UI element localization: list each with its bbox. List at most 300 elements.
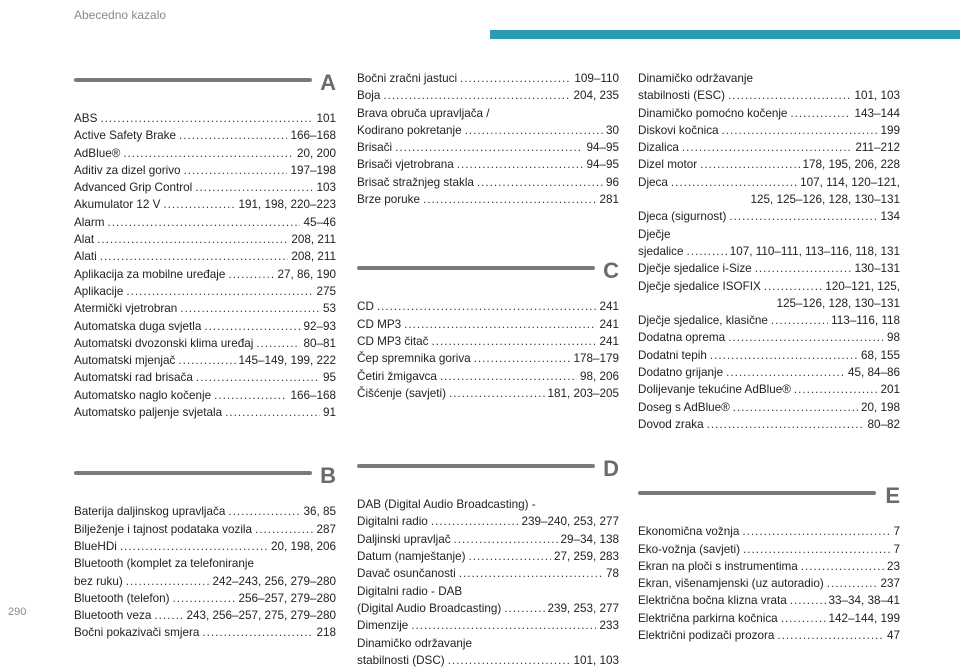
entry-term: Aplikacija za mobilne uređaje — [74, 267, 226, 281]
section-letter: B — [320, 463, 336, 489]
dot-leader — [120, 538, 268, 555]
index-entry — [74, 607, 336, 624]
index-entry — [74, 387, 336, 404]
entry-term: stabilnosti (DSC) — [357, 653, 445, 667]
entry-pages: 218 — [316, 626, 336, 640]
entry-term: Bočni zračni jastuci — [357, 72, 458, 85]
dot-leader — [682, 139, 852, 156]
entry-term: Automatsko paljenje svjetala — [74, 406, 223, 420]
entry-term: Dodatna oprema — [638, 331, 726, 345]
entry-pages: 92–93 — [303, 319, 336, 333]
entry-pages: 241 — [599, 317, 619, 331]
header-title: Abecedno kazalo — [74, 8, 167, 22]
dot-leader — [733, 399, 858, 416]
dot-leader — [126, 573, 210, 590]
dot-leader — [827, 575, 878, 592]
entry-term: Automatski dvozonski klima uređaj — [74, 336, 254, 350]
entry-pages: 78 — [605, 567, 619, 581]
index-entry — [74, 231, 336, 248]
dot-leader — [686, 243, 726, 260]
index-entry — [638, 312, 900, 329]
index-entry — [74, 404, 336, 421]
entry-term: Automatski rad brisača — [74, 371, 193, 385]
entry-term-line: Brava obruča upravljača / — [357, 106, 490, 120]
entry-term: Bluetooth (telefon) — [74, 591, 170, 605]
dot-leader — [801, 558, 884, 575]
index-section — [638, 483, 900, 644]
index-entry — [638, 592, 900, 609]
entry-pages: 45–46 — [303, 215, 336, 229]
section-heading — [74, 70, 336, 108]
entry-term: Active Safety Brake — [74, 129, 176, 143]
index-entry — [74, 521, 336, 538]
entry-term: Dovod zraka — [638, 417, 704, 431]
entry-pages-continued: 125–126, 128, 130–131 — [776, 296, 900, 310]
entry-pages: 256–257, 279–280 — [238, 591, 336, 605]
index-entry — [638, 399, 900, 416]
entry-term: Dječje sjedalice, klasične — [638, 314, 768, 328]
entry-term-line: Dječje — [638, 227, 671, 241]
dot-leader — [707, 416, 865, 433]
entry-pages: 178, 195, 206, 228 — [802, 158, 900, 172]
entry-term: Dječje sjedalice ISOFIX — [638, 279, 761, 293]
index-section — [357, 70, 619, 208]
entry-term: Atermički vjetrobran — [74, 302, 178, 316]
index-entry — [638, 329, 900, 346]
entry-term: Datum (namještanje) — [357, 550, 466, 564]
index-entry — [638, 364, 900, 381]
entry-term: Djeca — [638, 175, 668, 189]
entry-pages: 275 — [316, 284, 336, 298]
dot-leader — [474, 350, 571, 367]
index-entry — [638, 610, 900, 627]
dot-leader — [184, 162, 288, 179]
entry-pages: 239, 253, 277 — [547, 601, 619, 615]
index-entry — [638, 278, 900, 313]
entry-pages: 94–95 — [586, 141, 619, 155]
entry-term-line: Dinamičko održavanje — [638, 72, 753, 85]
entry-pages: 199 — [880, 123, 900, 137]
index-entry — [74, 318, 336, 335]
index-entry — [638, 558, 900, 575]
entry-term: Četiri žmigavca — [357, 369, 437, 383]
dot-leader — [764, 278, 822, 295]
entry-term: BlueHDi — [74, 539, 117, 553]
index-entry — [74, 214, 336, 231]
dot-leader — [195, 179, 313, 196]
entry-pages: 29–34, 138 — [560, 532, 619, 546]
entry-term: Ekran, višenamjenski (uz autoradio) — [638, 577, 824, 591]
dot-leader — [459, 565, 603, 582]
entry-pages: 95 — [322, 371, 336, 385]
entry-pages: 101, 103 — [573, 653, 619, 667]
index-entry — [74, 266, 336, 283]
index-entry — [74, 248, 336, 265]
entry-term: Brisač stražnjeg stakla — [357, 175, 474, 189]
entry-term: Ekonomična vožnja — [638, 525, 740, 539]
entry-term-line: Digitalni radio - DAB — [357, 584, 463, 598]
entry-term: (Digital Audio Broadcasting) — [357, 601, 502, 615]
dot-leader — [202, 624, 313, 641]
entry-pages: 45, 84–86 — [848, 366, 900, 380]
dot-leader — [404, 316, 596, 333]
entry-term: Akumulator 12 V — [74, 198, 161, 212]
index-entry — [357, 385, 619, 402]
dot-leader — [431, 333, 596, 350]
dot-leader — [228, 503, 300, 520]
index-entry — [74, 352, 336, 369]
dot-leader — [755, 260, 852, 277]
entry-term: Eko-vožnja (savjeti) — [638, 542, 740, 556]
dot-leader — [173, 590, 236, 607]
entry-term: Digitalni radio — [357, 515, 428, 529]
index-entry — [357, 70, 619, 87]
entry-term: Ekran na ploči s instrumentima — [638, 559, 798, 573]
dot-leader — [728, 329, 884, 346]
section-divider — [357, 464, 595, 468]
index-section — [357, 258, 619, 402]
index-entry — [357, 191, 619, 208]
entry-term: Kodirano pokretanje — [357, 123, 462, 137]
index-entry — [357, 368, 619, 385]
entry-term: Dinamičko pomoćno kočenje — [638, 106, 788, 120]
index-entry — [638, 381, 900, 398]
entry-term: Diskovi kočnica — [638, 123, 719, 137]
entry-pages: 208, 211 — [291, 233, 336, 247]
entry-term: Doseg s AdBlue® — [638, 400, 730, 414]
dot-leader — [465, 122, 603, 139]
entry-term: Aplikacije — [74, 284, 124, 298]
index-entry — [357, 156, 619, 173]
entry-pages: 47 — [886, 629, 900, 643]
entry-pages: 53 — [322, 302, 336, 316]
dot-leader — [214, 387, 287, 404]
entry-term: Dizel motor — [638, 158, 698, 172]
dot-leader — [178, 352, 235, 369]
index-entry — [357, 531, 619, 548]
entry-term: Električna parkirna kočnica — [638, 611, 778, 625]
dot-leader — [377, 298, 597, 315]
entry-pages: 233 — [599, 619, 619, 633]
dot-leader — [395, 139, 583, 156]
dot-leader — [180, 300, 320, 317]
entry-pages: 134 — [880, 210, 900, 224]
entry-pages: 204, 235 — [573, 89, 619, 103]
dot-leader — [411, 617, 596, 634]
entry-pages: 241 — [599, 300, 619, 314]
entry-term: Dizalica — [638, 141, 679, 155]
entry-pages: 36, 85 — [303, 505, 336, 519]
dot-leader — [790, 592, 826, 609]
entry-term: Brze poruke — [357, 193, 421, 207]
index-entry — [74, 590, 336, 607]
index-column-3 — [638, 70, 900, 644]
section-letter: C — [603, 258, 619, 284]
index-entry — [74, 624, 336, 641]
entry-pages: 208, 211 — [291, 250, 336, 264]
index-entry — [74, 162, 336, 179]
entry-term: Djeca (sigurnost) — [638, 210, 727, 224]
entry-pages: 103 — [316, 181, 336, 195]
index-entry — [357, 87, 619, 104]
dot-leader — [423, 191, 596, 208]
entry-pages: 239–240, 253, 277 — [521, 515, 619, 529]
index-entry — [74, 538, 336, 555]
section-divider — [357, 266, 595, 270]
entry-term: Čep spremnika goriva — [357, 352, 471, 366]
index-entry — [74, 110, 336, 127]
entry-pages: 130–131 — [854, 262, 900, 276]
entry-pages: 7 — [893, 542, 900, 556]
entry-pages: 91 — [322, 406, 336, 420]
index-entry — [638, 627, 900, 644]
entry-pages: 237 — [880, 577, 900, 591]
dot-leader — [196, 369, 320, 386]
dot-leader — [255, 521, 313, 538]
dot-leader — [794, 381, 878, 398]
entry-pages: 201 — [880, 383, 900, 397]
dot-leader — [154, 607, 183, 624]
dot-leader — [383, 87, 570, 104]
dot-leader — [710, 347, 858, 364]
entry-term: ABS — [74, 112, 98, 125]
dot-leader — [431, 513, 519, 530]
index-entry — [74, 196, 336, 213]
entry-term: Dodatni tepih — [638, 348, 707, 362]
entry-pages: 27, 86, 190 — [277, 267, 336, 281]
entry-pages: 27, 259, 283 — [554, 550, 619, 564]
dot-leader — [742, 523, 890, 540]
index-entry — [638, 174, 900, 209]
entry-pages: 142–144, 199 — [828, 611, 900, 625]
index-entry — [74, 283, 336, 300]
entry-pages: 281 — [599, 193, 619, 207]
index-entry — [638, 541, 900, 558]
entry-term: Bočni pokazivači smjera — [74, 626, 200, 640]
dot-leader — [100, 248, 289, 265]
entry-pages: 20, 198 — [861, 400, 900, 414]
entry-pages: 20, 198, 206 — [271, 539, 336, 553]
dot-leader — [457, 156, 584, 173]
index-section — [357, 456, 619, 669]
index-entry — [638, 105, 900, 122]
dot-leader — [228, 266, 274, 283]
entry-pages: 101, 103 — [854, 89, 900, 103]
entry-term: bez ruku) — [74, 574, 123, 588]
index-entry — [74, 503, 336, 520]
section-heading — [74, 463, 336, 501]
entry-pages: 113–116, 118 — [831, 314, 900, 328]
entry-term: Alati — [74, 250, 97, 264]
index-entry — [74, 369, 336, 386]
entry-pages: 94–95 — [586, 158, 619, 172]
entry-pages: 30 — [605, 123, 619, 137]
entry-pages: 68, 155 — [861, 348, 900, 362]
entry-pages: 96 — [605, 175, 619, 189]
entry-term: Alat — [74, 233, 95, 247]
entry-term: CD MP3 — [357, 317, 402, 331]
dot-leader — [225, 404, 320, 421]
dot-leader — [123, 145, 294, 162]
dot-leader — [126, 283, 313, 300]
entry-pages: 241 — [599, 334, 619, 348]
index-entry — [638, 156, 900, 173]
entry-term-line: Bluetooth (komplet za telefoniranje — [74, 557, 254, 571]
dot-leader — [163, 196, 235, 213]
entry-term: Advanced Grip Control — [74, 181, 193, 195]
dot-leader — [729, 208, 877, 225]
entry-pages: 109–110 — [574, 72, 619, 85]
section-heading — [638, 483, 900, 521]
entry-term: Bilježenje i tajnost podataka vozila — [74, 522, 253, 536]
dot-leader — [97, 231, 288, 248]
section-letter: E — [885, 483, 900, 509]
dot-leader — [722, 122, 878, 139]
index-entry — [74, 179, 336, 196]
index-entry — [74, 127, 336, 144]
section-divider — [74, 471, 312, 475]
entry-term-line: DAB (Digital Audio Broadcasting) - — [357, 498, 536, 512]
entry-pages: 98, 206 — [580, 369, 619, 383]
entry-term: Čišćenje (savjeti) — [357, 386, 446, 400]
entry-pages: 181, 203–205 — [547, 386, 619, 400]
entry-pages: 107, 114, 120–121, — [800, 175, 900, 189]
index-section — [638, 70, 900, 433]
entry-term: stabilnosti (ESC) — [638, 89, 726, 103]
dot-leader — [440, 368, 577, 385]
index-section — [74, 463, 336, 641]
dot-leader — [671, 174, 797, 191]
section-letter: D — [603, 456, 619, 482]
index-entry — [638, 226, 900, 261]
entry-term: Dječje sjedalice i-Size — [638, 262, 752, 276]
index-column-2 — [357, 70, 619, 669]
entry-pages: 80–81 — [303, 336, 336, 350]
entry-pages: 23 — [886, 559, 900, 573]
entry-pages: 211–212 — [855, 141, 900, 155]
index-entry — [638, 260, 900, 277]
section-divider — [638, 491, 876, 495]
index-entry — [638, 523, 900, 540]
index-entry — [357, 105, 619, 140]
dot-leader — [460, 70, 571, 87]
entry-pages: 242–243, 256, 279–280 — [212, 574, 336, 588]
entry-term: AdBlue® — [74, 146, 121, 160]
entry-term: Dodatno grijanje — [638, 366, 724, 380]
dot-leader — [477, 174, 603, 191]
index-entry — [357, 496, 619, 531]
entry-pages: 145–149, 199, 222 — [238, 354, 336, 368]
section-letter: A — [320, 70, 336, 95]
entry-term: Davač osunčanosti — [357, 567, 456, 581]
dot-leader — [771, 312, 828, 329]
page-number: 290 — [8, 606, 27, 618]
dot-leader — [726, 364, 845, 381]
dot-leader — [454, 531, 558, 548]
index-entry — [74, 335, 336, 352]
index-entry — [357, 139, 619, 156]
index-entry — [357, 617, 619, 634]
dot-leader — [468, 548, 551, 565]
index-column-1 — [74, 70, 336, 642]
index-entry — [638, 208, 900, 225]
dot-leader — [790, 105, 851, 122]
entry-term: Daljinski upravljač — [357, 532, 451, 546]
entry-term: Dolijevanje tekućine AdBlue® — [638, 383, 791, 397]
entry-term: Brisači vjetrobrana — [357, 158, 454, 172]
entry-term-line: Dinamičko održavanje — [357, 636, 472, 650]
entry-pages: 120–121, 125, — [825, 279, 900, 293]
index-entry — [638, 575, 900, 592]
index-entry — [357, 548, 619, 565]
entry-pages: 143–144 — [854, 106, 900, 120]
entry-term: Aditiv za dizel gorivo — [74, 163, 181, 177]
index-entry — [638, 416, 900, 433]
index-entry — [638, 347, 900, 364]
header-accent-bar — [490, 30, 960, 39]
section-divider — [74, 78, 312, 82]
index-entry — [638, 122, 900, 139]
dot-leader — [700, 156, 799, 173]
entry-term: Dimenzije — [357, 619, 409, 633]
entry-term: Električni podizači prozora — [638, 629, 775, 643]
entry-pages: 166–168 — [290, 129, 336, 143]
dot-leader — [743, 541, 891, 558]
entry-term: Baterija daljinskog upravljača — [74, 505, 226, 519]
dot-leader — [728, 87, 851, 104]
index-entry — [357, 350, 619, 367]
entry-term: CD MP3 čitač — [357, 334, 429, 348]
dot-leader — [256, 335, 300, 352]
entry-term: Automatski mjenjač — [74, 354, 176, 368]
entry-term: Boja — [357, 89, 381, 103]
index-entry — [638, 139, 900, 156]
section-heading — [357, 258, 619, 296]
dot-leader — [108, 214, 301, 231]
dot-leader — [449, 385, 545, 402]
entry-pages: 107, 110–111, 113–116, 118, 131 — [729, 244, 900, 258]
entry-pages: 287 — [316, 522, 336, 536]
entry-pages-continued: 125, 125–126, 128, 130–131 — [750, 193, 900, 207]
entry-term: Bluetooth veza — [74, 609, 152, 623]
dot-leader — [777, 627, 884, 644]
dot-leader — [504, 600, 544, 617]
index-section — [74, 70, 336, 421]
entry-term: Električna bočna klizna vrata — [638, 594, 787, 608]
index-entry — [357, 316, 619, 333]
entry-term: sjedalice — [638, 244, 684, 258]
index-entry — [357, 298, 619, 315]
dot-leader — [448, 652, 571, 669]
entry-pages: 191, 198, 220–223 — [238, 198, 336, 212]
index-entry — [357, 565, 619, 582]
index-entry — [357, 174, 619, 191]
entry-term: CD — [357, 300, 374, 314]
entry-pages: 80–82 — [867, 417, 900, 431]
index-entry — [638, 70, 900, 105]
entry-pages: 178–179 — [573, 352, 619, 366]
entry-term: Automatsko naglo kočenje — [74, 388, 212, 402]
entry-term: Brisači — [357, 141, 393, 155]
entry-pages: 33–34, 38–41 — [828, 594, 900, 608]
dot-leader — [100, 110, 313, 127]
index-entry — [74, 555, 336, 590]
entry-term: Automatska duga svjetla — [74, 319, 202, 333]
entry-term: Alarm — [74, 215, 105, 229]
entry-pages: 101 — [316, 112, 336, 125]
dot-leader — [179, 127, 287, 144]
entry-pages: 166–168 — [290, 388, 336, 402]
